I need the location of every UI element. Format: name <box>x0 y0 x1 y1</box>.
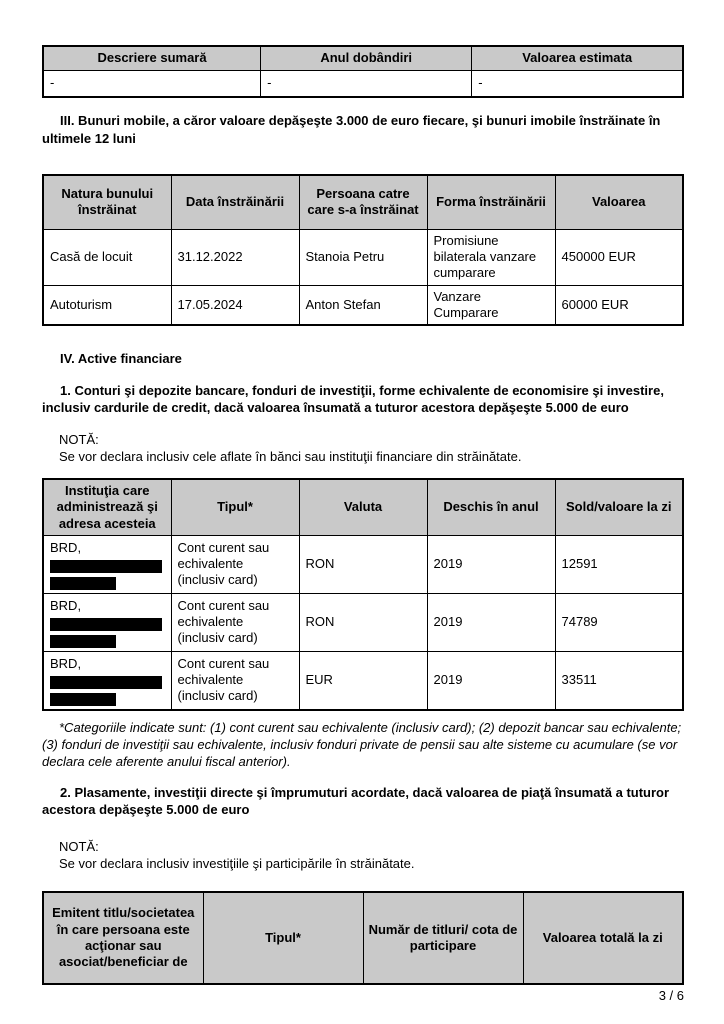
cell-sold: 12591 <box>555 535 683 593</box>
redaction-bar <box>50 577 116 590</box>
table-descriere-sumara <box>42 45 684 98</box>
table-header-row <box>43 46 683 70</box>
section-iv-1-paragraph: 1. Conturi şi depozite bancare, fonduri de investiţii, forme echivalente de economisire şi investire, inclusiv cardurile de credit, dacă valoarea însumată a tuturor acestora depăşeşte 5.000 de euro <box>42 383 664 415</box>
table-bunuri-header <box>43 175 683 229</box>
column-header-tipul: Tipul* <box>171 479 299 535</box>
cell-valoare: 60000 EUR <box>555 285 683 325</box>
nota-block-1 <box>59 431 684 465</box>
nota-text: Se vor declara inclusiv investiţiile şi participările în străinătate. <box>59 855 415 871</box>
table-header-row <box>43 175 683 229</box>
table-row <box>43 535 683 593</box>
cell-deschis: 2019 <box>427 593 555 651</box>
cell-valuta: RON <box>299 535 427 593</box>
column-header-valoarea-estimata: Valoarea estimata <box>472 46 683 70</box>
section-iv-2-paragraph: 2. Plasamente, investiţii directe şi împrumuturi acordate, dacă valoarea de piaţă însumată a tuturor acestora depăşeşte 5.000 de euro <box>42 784 670 817</box>
cell-sold: 33511 <box>555 651 683 710</box>
column-header-valuta: Valuta <box>299 479 427 535</box>
institution-name: BRD, <box>50 539 82 555</box>
cell-deschis: 2019 <box>427 535 555 593</box>
table-row <box>43 70 683 97</box>
cell-persoana: Anton Stefan <box>299 285 427 325</box>
cell-tip: Cont curent sau echivalente (inclusiv card) <box>171 593 299 651</box>
column-header-numar-titluri: Număr de titluri/ cota de participare <box>363 892 523 984</box>
cell-valoare: 450000 EUR <box>555 229 683 285</box>
column-header-anul-dobandiri: Anul dobândiri <box>261 46 472 70</box>
table-row <box>43 651 683 710</box>
column-header-sold: Sold/valoare la zi <box>555 479 683 535</box>
table-descriere-header <box>43 46 683 70</box>
redaction-bar <box>50 618 162 631</box>
institution-name: BRD, <box>50 655 82 671</box>
table-header-row <box>43 892 683 984</box>
redaction-bar <box>50 560 162 573</box>
column-header-natura-bunului: Natura bunului înstrăinat <box>43 175 171 229</box>
column-header-persoana: Persoana catre care s-a înstrăinat <box>299 175 427 229</box>
section-iv-heading: IV. Active financiare <box>60 351 182 366</box>
institution-name: BRD, <box>50 597 82 613</box>
page-number: 3 / 6 <box>658 987 684 1003</box>
table-row <box>43 593 683 651</box>
column-header-forma: Forma înstrăinării <box>427 175 555 229</box>
column-header-data-instrainarii: Data înstrăinării <box>171 175 299 229</box>
table-emitent-header <box>43 892 683 984</box>
nota-block-2 <box>59 838 684 872</box>
cell-institutie <box>43 651 171 710</box>
cell-forma: Vanzare Cumparare <box>427 285 555 325</box>
nota-label: NOTĂ: <box>59 838 99 854</box>
redaction-bar <box>50 693 116 706</box>
cell-natura: Autoturism <box>43 285 171 325</box>
nota-text: Se vor declara inclusiv cele aflate în bănci sau instituţii financiare din străinătate. <box>59 449 522 464</box>
cell-institutie <box>43 593 171 651</box>
cell-descriere: - <box>43 70 261 97</box>
column-header-emitent: Emitent titlu/societatea în care persoana este acţionar sau asociat/beneficiar de <box>43 892 203 984</box>
table-emitent <box>42 891 684 985</box>
table-bunuri-instrainate <box>42 174 684 326</box>
table-conturi-header <box>43 479 683 535</box>
cell-valuta: EUR <box>299 651 427 710</box>
column-header-valoarea-totala: Valoarea totală la zi <box>523 892 683 984</box>
cell-forma: Promisiune bilaterala vanzare cumparare <box>427 229 555 285</box>
redaction-bar <box>50 635 116 648</box>
nota-label: NOTĂ: <box>59 432 99 447</box>
cell-institutie <box>43 535 171 593</box>
table-row <box>43 229 683 285</box>
cell-data: 17.05.2024 <box>171 285 299 325</box>
cell-natura: Casă de locuit <box>43 229 171 285</box>
table-row <box>43 285 683 325</box>
cell-persoana: Stanoia Petru <box>299 229 427 285</box>
cell-anul: - <box>261 70 472 97</box>
cell-deschis: 2019 <box>427 651 555 710</box>
cell-valuta: RON <box>299 593 427 651</box>
column-header-tipul: Tipul* <box>203 892 363 984</box>
cell-tip: Cont curent sau echivalente (inclusiv card) <box>171 535 299 593</box>
column-header-deschis: Deschis în anul <box>427 479 555 535</box>
redaction-bar <box>50 676 162 689</box>
column-header-descriere-sumara: Descriere sumară <box>43 46 261 70</box>
categories-footnote: *Categoriile indicate sunt: (1) cont curent sau echivalente (inclusiv card); (2) depozit bancar sau echivalente; (3) fonduri de investiţii sau echivalente, inclusiv fonduri private de pensii sau alte sisteme cu acumulare (se vor declara cele aferente anului fiscal anterior). <box>42 719 682 769</box>
cell-tip: Cont curent sau echivalente (inclusiv card) <box>171 651 299 710</box>
cell-valoare: - <box>472 70 683 97</box>
section-iii-heading: III. Bunuri mobile, a căror valoare depăşeşte 3.000 de euro fiecare, şi bunuri imobile înstrăinate în ultimele 12 luni <box>42 113 661 146</box>
table-header-row <box>43 479 683 535</box>
column-header-valoarea: Valoarea <box>555 175 683 229</box>
table-conturi-bancare <box>42 478 684 711</box>
column-header-institutia: Instituţia care administrează şi adresa acesteia <box>43 479 171 535</box>
cell-data: 31.12.2022 <box>171 229 299 285</box>
cell-sold: 74789 <box>555 593 683 651</box>
